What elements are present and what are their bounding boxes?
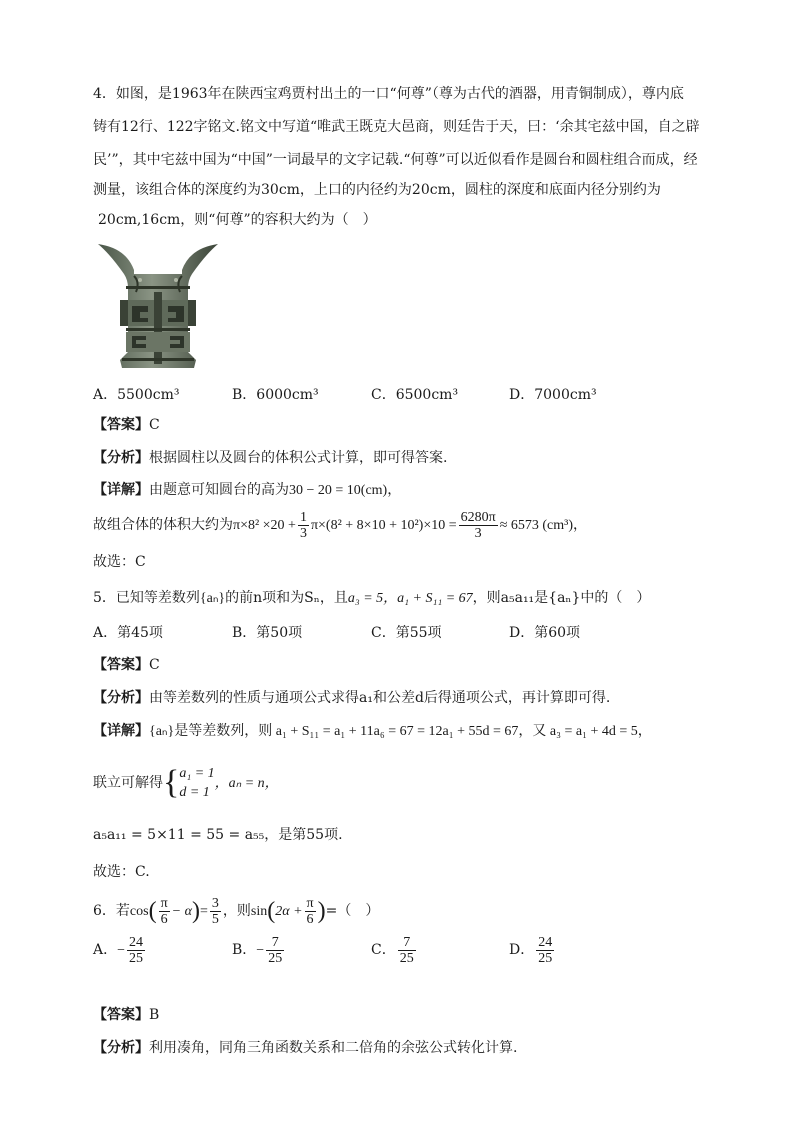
fraction-denominator: 25 — [399, 950, 414, 966]
left-paren: ( — [148, 898, 157, 924]
detail-tag: 【详解】 — [93, 482, 149, 498]
q6-answer — [93, 1005, 159, 1025]
solve-prefix: 联立可解得 — [93, 775, 163, 791]
left-brace: { — [163, 764, 180, 801]
answer-tag: 【答案】 — [93, 657, 149, 673]
q4-choose: 故选：C — [93, 554, 146, 570]
q4-option-d: D．7000cm³ — [509, 387, 597, 403]
q6-stem-tail: =（ ） — [325, 903, 380, 919]
q5-option-c: C．第55项 — [371, 625, 442, 641]
detail-text: 由题意可知圆台的高为 — [149, 482, 289, 498]
q6-option-d — [509, 934, 556, 967]
volume-fraction-third — [298, 510, 309, 541]
fraction-numerator: π — [160, 895, 168, 911]
answer-tag: 【答案】 — [93, 1007, 149, 1023]
answer-value: B — [149, 1007, 160, 1023]
volume-term-a: π×8² ×20 + — [233, 518, 296, 533]
q4-line-4: 测量，该组合体的深度约为30cm，上口的内径约为20cm，圆柱的深度和底面内径分别约为 — [93, 182, 661, 198]
answer-tag: 【答案】 — [93, 417, 149, 433]
value-fraction — [210, 896, 221, 927]
analysis-tag: 【分析】 — [93, 1040, 149, 1056]
q4-volume-line — [93, 508, 587, 543]
fraction-denominator: 3 — [299, 525, 307, 541]
option-label: A． — [93, 942, 118, 958]
sin-arg: 2α + — [275, 904, 303, 919]
option-fraction — [266, 935, 284, 966]
q5-choose: 故选：C. — [93, 864, 150, 880]
q5-stem — [93, 588, 650, 609]
volume-term-c: ≈ 6573 (cm³)， — [499, 518, 588, 533]
fraction-numerator: 7 — [398, 935, 416, 951]
fraction-denominator: 5 — [211, 911, 219, 927]
q4-option-c: C．6500cm³ — [371, 387, 459, 403]
fraction-denominator: 3 — [474, 525, 482, 541]
q4-line-3: 民’”，其中宅兹中国为“中国”一词最早的文字记载.“何尊”可以近似看作是圆台和圆柱组合而成，经 — [93, 152, 698, 168]
fraction-numerator: 7 — [266, 935, 284, 951]
cos-arg-tail: − α — [171, 904, 192, 919]
option-label: D． — [509, 942, 535, 958]
fraction-denominator: 6 — [160, 911, 168, 927]
q6-stem-mid: ，则 — [222, 903, 251, 919]
equation-2: d = 1 — [179, 785, 210, 800]
q4-answer — [93, 415, 160, 435]
q4-line-2: 铸有12行、122字铭文.铭文中写道“唯武王既克大邑商，则廷告于天，曰：‘余其宅兹中国，自之辟 — [93, 119, 700, 135]
q6-analysis — [93, 1038, 517, 1058]
analysis-text: 根据圆柱以及圆台的体积公式计算，即可得答案. — [149, 450, 448, 466]
solve-post: ，aₙ = n， — [214, 776, 279, 791]
q6-stem-pre: 6．若 — [93, 903, 130, 919]
analysis-tag: 【分析】 — [93, 690, 149, 706]
fraction-numerator: 1 — [299, 509, 307, 525]
q4-line-5: 20cm,16cm，则“何尊”的容积大约为（ ） — [98, 212, 377, 228]
q6-stem — [93, 893, 379, 930]
q5-answer — [93, 655, 160, 675]
q4-detail — [93, 480, 401, 501]
q5-stem-mid: 的前n项和为Sₙ，且 — [225, 590, 348, 606]
q5-stem-post: ，则a₅a₁₁是{aₙ}中的（ ） — [472, 590, 651, 606]
he-zun-vessel-image — [96, 240, 220, 370]
left-paren: ( — [267, 898, 276, 924]
fraction-numerator: 24 — [129, 934, 144, 950]
sin-label: sin — [250, 904, 268, 919]
equals: = — [199, 904, 208, 919]
option-fraction — [127, 935, 145, 966]
analysis-text: 由等差数列的性质与通项公式求得a₁和公差d后得通项公式，再计算即可得. — [149, 690, 611, 706]
q6-option-a — [93, 934, 147, 967]
q5-analysis — [93, 688, 610, 708]
fraction-numerator: 3 — [211, 895, 219, 911]
option-sign: − — [117, 943, 126, 958]
q4-option-a: A．5500cm³ — [93, 387, 180, 403]
right-paren: ) — [191, 898, 200, 924]
answer-value: C — [149, 417, 160, 433]
q4-analysis — [93, 448, 447, 468]
sin-fraction — [305, 896, 316, 927]
volume-term-b: π×(8² + 8×10 + 10²)×10 = — [310, 518, 457, 533]
q5-stem-cond: a₃ = 5，a₁ + S₁₁ = 67 — [347, 591, 473, 606]
q5-option-a: A．第45项 — [93, 625, 163, 641]
option-fraction — [398, 935, 416, 966]
q5-stem-pre: 5．已知等差数列 — [93, 590, 200, 606]
fraction-numerator: 24 — [538, 934, 553, 950]
q5-detail — [93, 721, 652, 742]
q5-solve-line — [93, 762, 279, 805]
fraction-denominator: 25 — [268, 950, 283, 966]
fraction-denominator: 25 — [538, 950, 553, 966]
cos-fraction — [159, 896, 170, 927]
fraction-numerator: 6280π — [460, 509, 496, 525]
fraction-denominator: 25 — [129, 950, 144, 966]
detail-math: 30 − 20 = 10(cm)， — [289, 483, 402, 498]
q6-option-b — [232, 934, 286, 967]
q5-option-d: D．第60项 — [509, 625, 581, 641]
volume-prefix: 故组合体的体积大约为 — [93, 517, 233, 533]
q6-option-c — [371, 934, 418, 967]
volume-fraction-result — [459, 510, 498, 541]
option-fraction — [536, 935, 554, 966]
q5-stem-seq: {aₙ} — [199, 591, 226, 606]
detail-tag: 【详解】 — [93, 723, 149, 739]
cos-label: cos — [129, 904, 149, 919]
answer-value: C — [149, 657, 160, 673]
fraction-denominator: 6 — [306, 911, 314, 927]
q4-line-1: 4．如图，是1963年在陕西宝鸡贾村出土的一口“何尊”（尊为古代的酒器，用青铜制成），尊内底 — [93, 86, 684, 102]
detail-math: {aₙ}是等差数列，则 a₁ + S₁₁ = a₁ + 11a₆ = 67 = 12a₁ + 55d = 67，又 a₃ = a₁ + 4d = 5， — [149, 724, 652, 739]
equation-system — [179, 764, 214, 802]
analysis-text: 利用凑角，同角三角函数关系和二倍角的余弦公式转化计算. — [149, 1040, 518, 1056]
q5-result: a₅a₁₁ = 5×11 = 55 = a₅₅，是第55项. — [93, 827, 343, 843]
option-sign: − — [256, 943, 265, 958]
option-label: B． — [232, 942, 257, 958]
fraction-numerator: π — [306, 895, 314, 911]
q4-option-b: B．6000cm³ — [232, 387, 319, 403]
equation-1: a₁ = 1 — [179, 766, 215, 781]
q5-option-b: B．第50项 — [232, 625, 303, 641]
right-paren: ) — [317, 898, 326, 924]
analysis-tag: 【分析】 — [93, 450, 149, 466]
option-label: C． — [371, 942, 396, 958]
